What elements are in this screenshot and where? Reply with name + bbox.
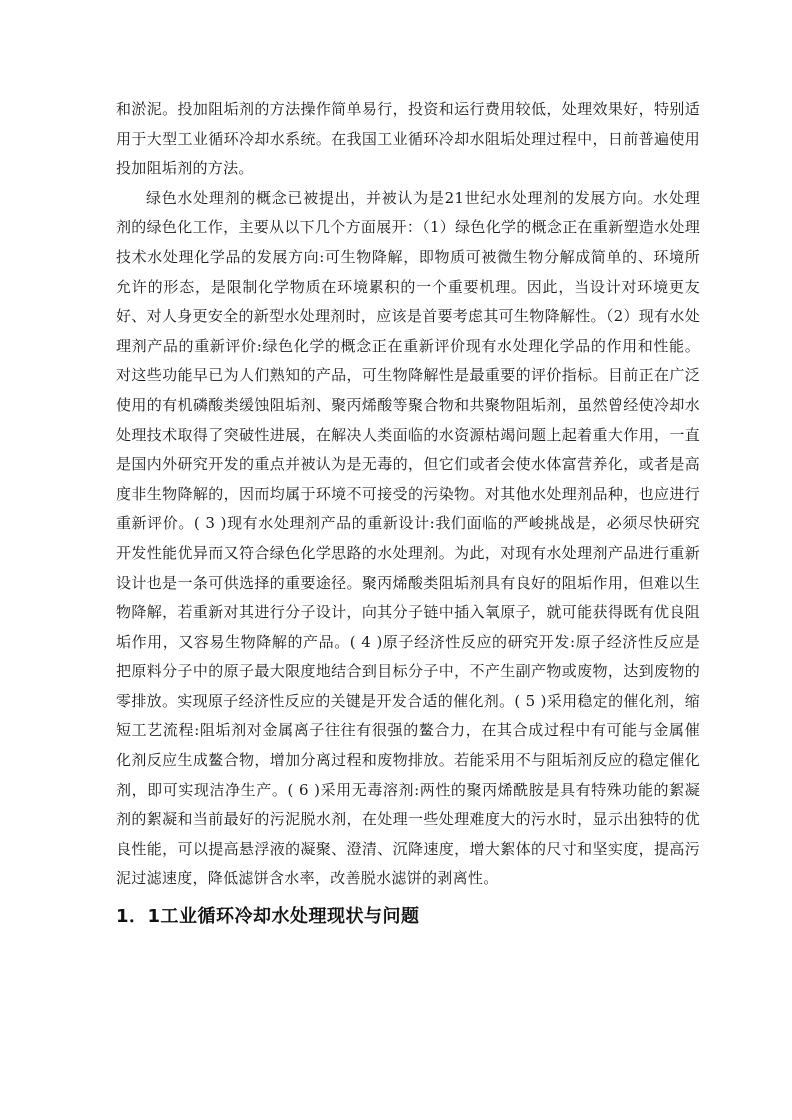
document-body	[116, 95, 700, 932]
paragraph-green-water-treatment: 绿色水处理剂的概念已被提出，并被认为是21世纪水处理剂的发展方向。水处理剂的绿色化工作，主要从以下几个方面展开：（1）绿色化学的概念正在重新塑造水处理技术水处理化学品的发展方向:可生物降解，即物质可被微生物分解成简单的、环境所允许的形态，是限制化学物质在环境累积的一个重要机理。因此，当设计对环境更友好、对人身更安全的新型水处理剂时，应该是首要考虑其可生物降解性。（2）现有水处理剂产品的重新评价:绿色化学的概念正在重新评价现有水处理化学品的作用和性能。对这些功能早已为人们熟知的产品，可生物降解性是最重要的评价指标。目前正在广泛使用的有机磷酸类缓蚀阻垢剂、聚丙烯酸等聚合物和共聚物阻垢剂，虽然曾经使冷却水处理技术取得了突破性进展，在解决人类面临的水资源枯竭问题上起着重大作用，一直是国内外研究开发的重点并被认为是无毒的，但它们或者会使水体富营养化，或者是高度非生物降解的，因而均属于环境不可接受的污染物。对其他水处理剂品种，也应进行重新评价。( 3 )现有水处理剂产品的重新设计:我们面临的严峻挑战是，必须尽快研究开发性能优异而又符合绿色化学思路的水处理剂。为此，对现有水处理剂产品进行重新设计也是一条可供选择的重要途径。聚丙烯酸类阻垢剂具有良好的阻垢作用，但难以生物降解，若重新对其进行分子设计，向其分子链中插入氧原子，就可能获得既有优良阻垢作用，又容易生物降解的产品。( 4 )原子经济性反应的研究开发:原子经济性反应是把原料分子中的原子最大限度地结合到目标分子中，不产生副产物或废物，达到废物的零排放。实现原子经济性反应的关键是开发合适的催化剂。( 5 )采用稳定的催化剂，缩短工艺流程:阻垢剂对金属离子往往有很强的鳌合力，在其合成过程中有可能与金属催化剂反应生成鳌合物，增加分离过程和废物排放。若能采用不与阻垢剂反应的稳定催化剂，即可实现洁净生产。( 6 )采用无毒溶剂:两性的聚丙烯酰胺是具有特殊功能的絮凝剂的絮凝和当前最好的污泥脱水剂，在处理一些处理难度大的污水时，显示出独特的优良性能，可以提高悬浮液的凝聚、澄清、沉降速度，增大絮体的尺寸和坚实度，提高污泥过滤速度，降低滤饼含水率，改善脱水滤饼的剥离性。	[116, 188, 700, 888]
section-heading: 1．1工业循环冷却水处理现状与问题	[116, 906, 420, 928]
paragraph-continuation: 和淤泥。投加阻垢剂的方法操作简单易行，投资和运行费用较低，处理效果好，特别适用于大型工业循环冷却水系统。在我国工业循环冷却水阻垢处理过程中，日前普遍使用投加阻垢剂的方法。	[116, 100, 700, 178]
